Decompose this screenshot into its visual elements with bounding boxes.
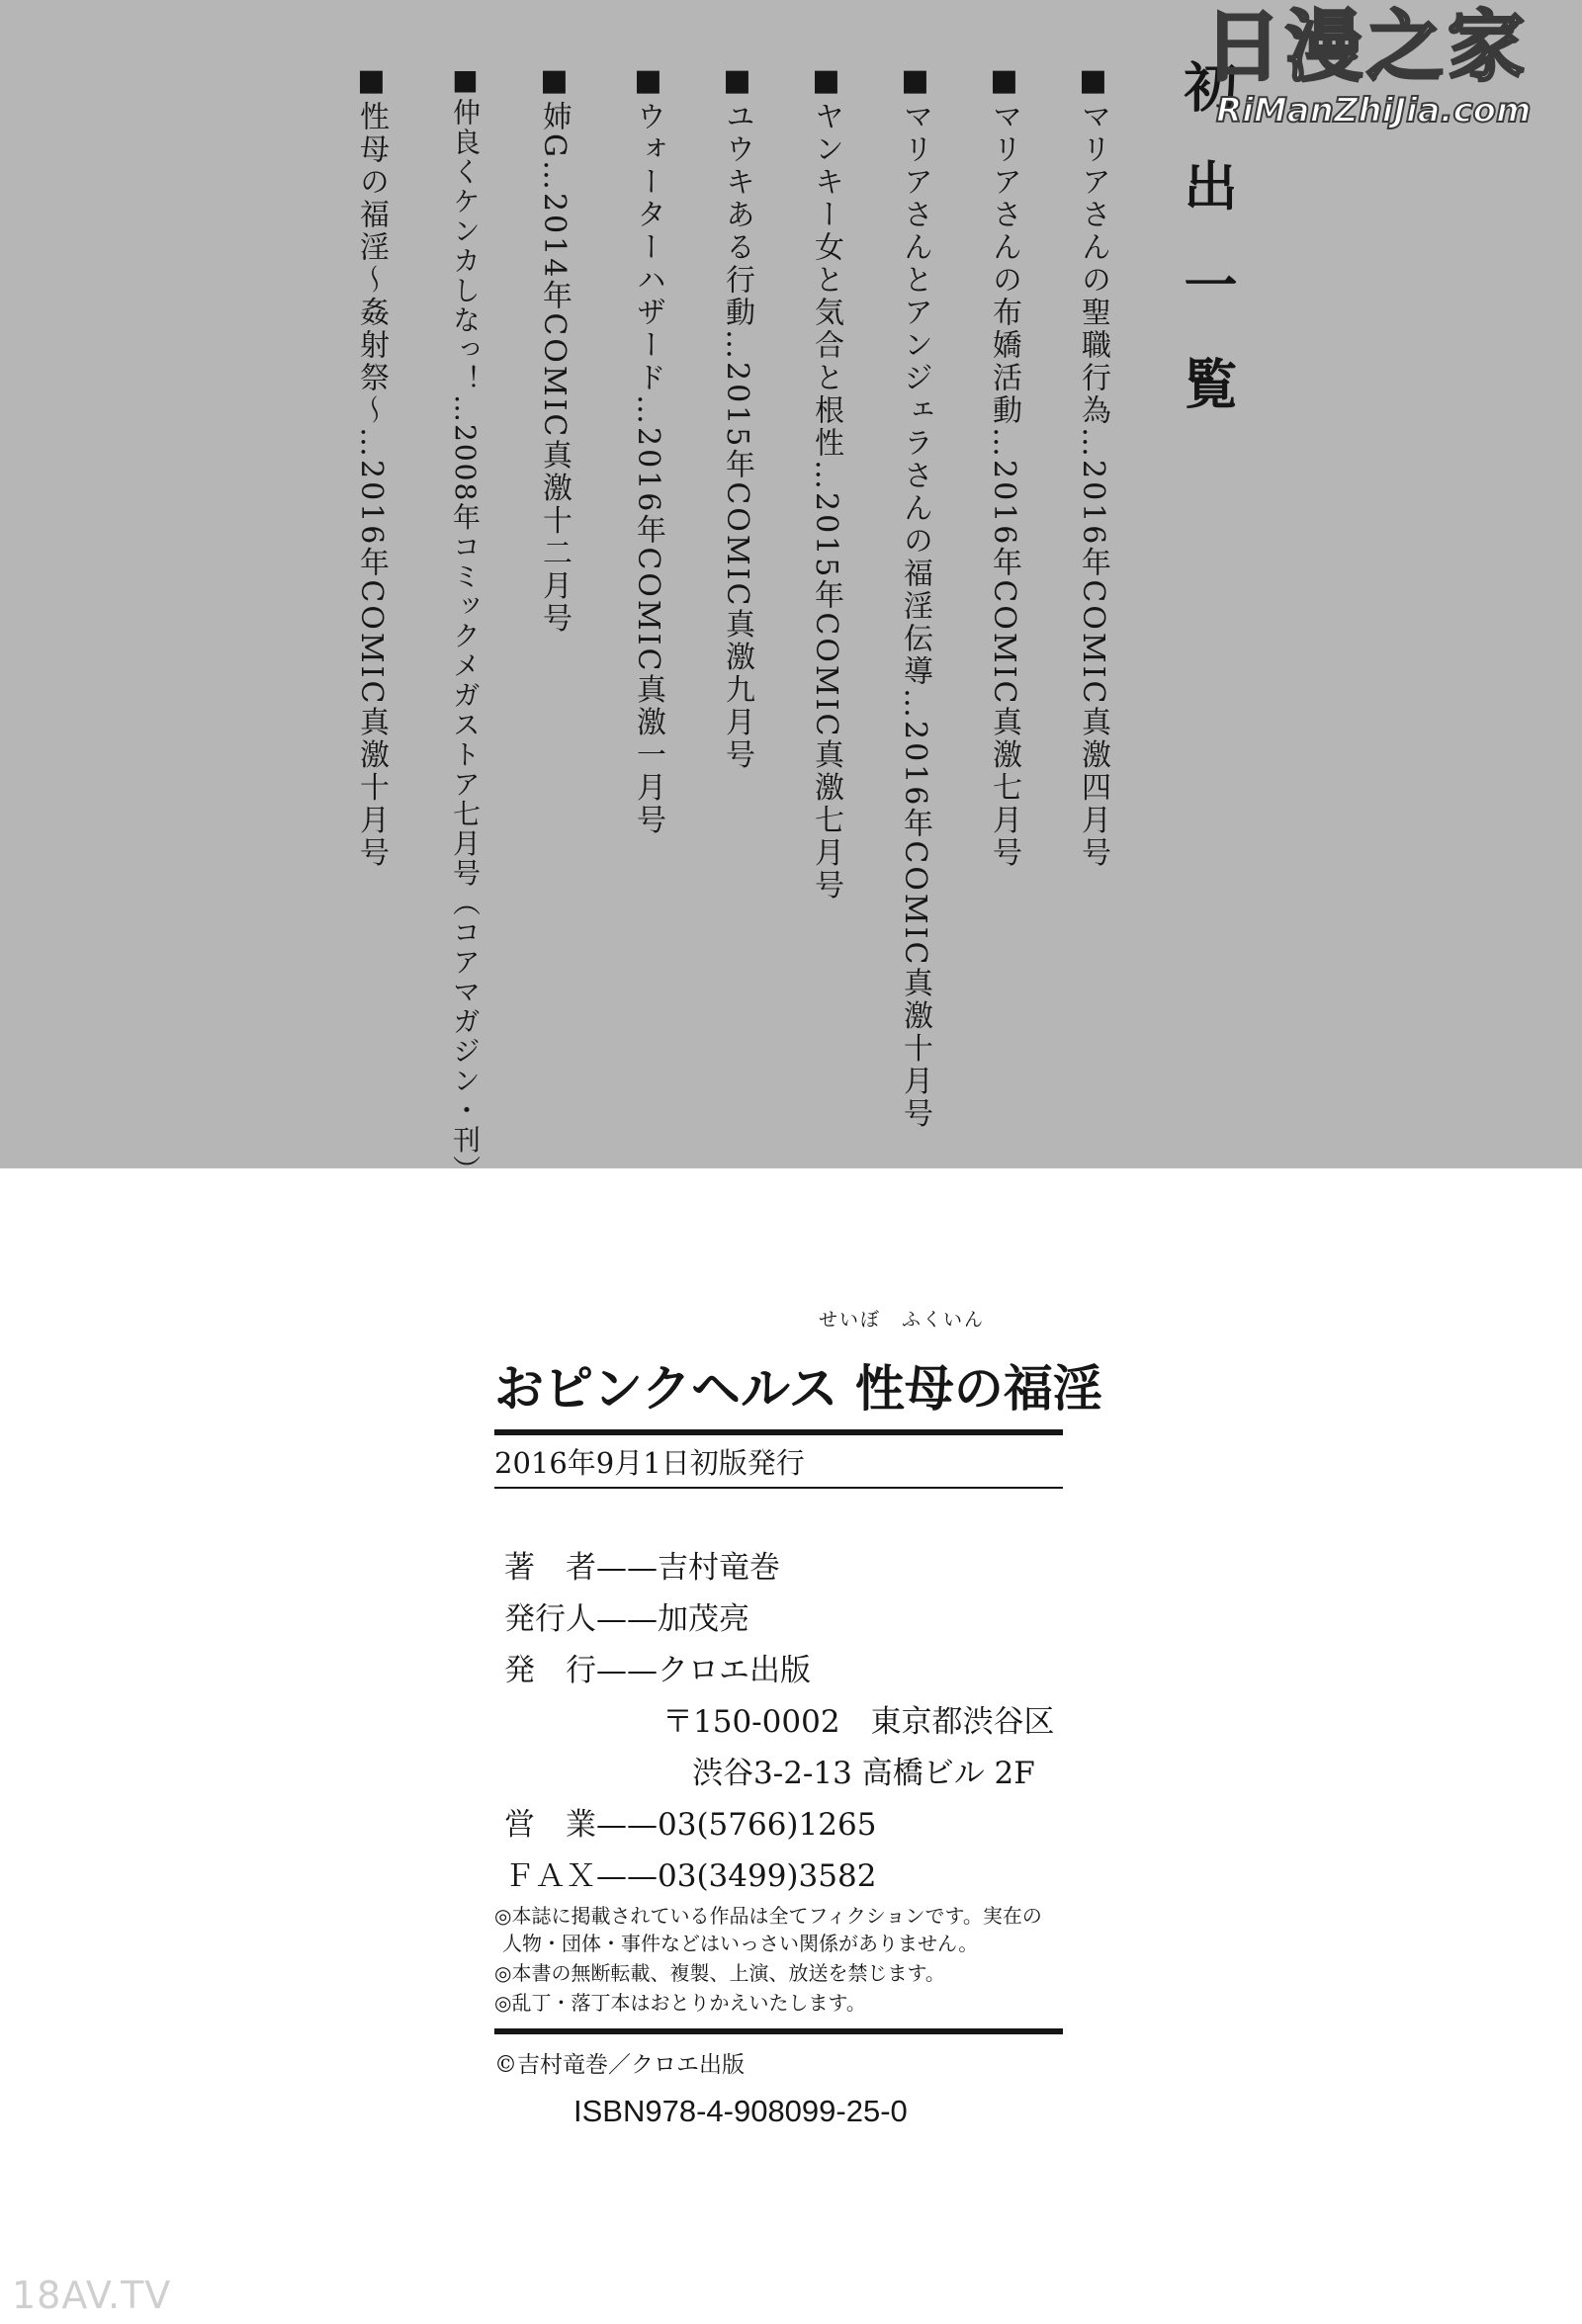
site-logo-text: 日漫之家 [1204, 3, 1530, 92]
publisher-person: 加茂亮 [658, 1601, 749, 1637]
contents-item: ■ユウキある行動…2015年COMIC真激九月号 [720, 63, 754, 772]
contents-item: ■マリアさんとアンジェラさんの福淫伝導…2016年COMIC真激十月号 [898, 63, 932, 1131]
title-ruby: せいぼ ふくいん [819, 1309, 986, 1331]
divider-thick [494, 2028, 1063, 2034]
leader-dash: —— [596, 1858, 658, 1894]
note-line: ◎乱丁・落丁本はおとりかえいたします。 [494, 1991, 866, 2015]
contents-item: ■マリアさんの布嬌活動…2016年COMIC真激七月号 [987, 63, 1021, 870]
leader-dash: —— [596, 1550, 658, 1586]
sales-label: 営 業 [504, 1807, 596, 1843]
publisher-person-row [504, 1593, 749, 1638]
publisher-label: 発 行 [504, 1653, 596, 1688]
leader-dash: —— [596, 1653, 658, 1688]
book-title-sub: 性母の福淫 [854, 1359, 1102, 1418]
divider-thick [494, 1429, 1063, 1435]
site-logo [1196, 0, 1582, 138]
watermark: 18AV.TV [12, 2274, 172, 2317]
author-row [504, 1542, 780, 1587]
site-logo-url: RiManZhiJia.com [1216, 91, 1532, 130]
book-title-main: おピンクヘルス [494, 1359, 838, 1418]
address-line-2: 渋谷3-2-13 高橋ビル 2F [692, 1756, 1035, 1791]
note-line: ◎本誌に掲載されている作品は全てフィクションです。実在の [494, 1904, 1042, 1928]
fax-label: ＦＡＸ [504, 1858, 596, 1894]
contents-item: ■性母の福淫～姦射祭～…2016年COMIC真激十月号 [354, 63, 389, 870]
note-line: ◎本書の無断転載、複製、上演、放送を禁じます。 [494, 1961, 945, 1985]
note-line: 人物・団体・事件などはいっさい関係がありません。 [502, 1932, 979, 1955]
fax-number: 03(3499)3582 [658, 1858, 877, 1894]
author-label: 著 者 [504, 1550, 596, 1586]
contents-item: ■ウォーターハザード…2016年COMIC真激一月号 [631, 63, 665, 837]
publisher-row [504, 1645, 811, 1689]
divider-thin [494, 1487, 1063, 1489]
copyright: ©吉村竜巻／クロエ出版 [494, 2052, 745, 2078]
isbn: ISBN978-4-908099-25-0 [573, 2094, 908, 2128]
leader-dash: —— [596, 1601, 658, 1637]
publisher-name: クロエ出版 [658, 1653, 811, 1688]
contents-heading: 初出一覧 [1176, 59, 1239, 455]
address-line-1: 〒150-0002 東京都渋谷区 [662, 1704, 1055, 1740]
contents-item: ■姉G…2014年COMIC真激十二月号 [537, 63, 571, 636]
sales-phone: 03(5766)1265 [658, 1807, 877, 1843]
contents-item: ■仲良くケンカしなっ！…2008年コミックメガストア七月号（コアマガジン・刊） [449, 63, 482, 1185]
publish-date: 2016年9月1日初版発行 [494, 1446, 805, 1480]
leader-dash: —— [596, 1807, 658, 1843]
publisher-person-label: 発行人 [504, 1601, 596, 1637]
fax-row [504, 1851, 876, 1895]
contents-item: ■ヤンキー女と気合と根性…2015年COMIC真激七月号 [809, 63, 843, 903]
author-name: 吉村竜巻 [658, 1550, 780, 1586]
book-title [494, 1349, 1102, 1420]
contents-item: ■マリアさんの聖職行為…2016年COMIC真激四月号 [1076, 63, 1110, 870]
sales-row [504, 1799, 876, 1844]
